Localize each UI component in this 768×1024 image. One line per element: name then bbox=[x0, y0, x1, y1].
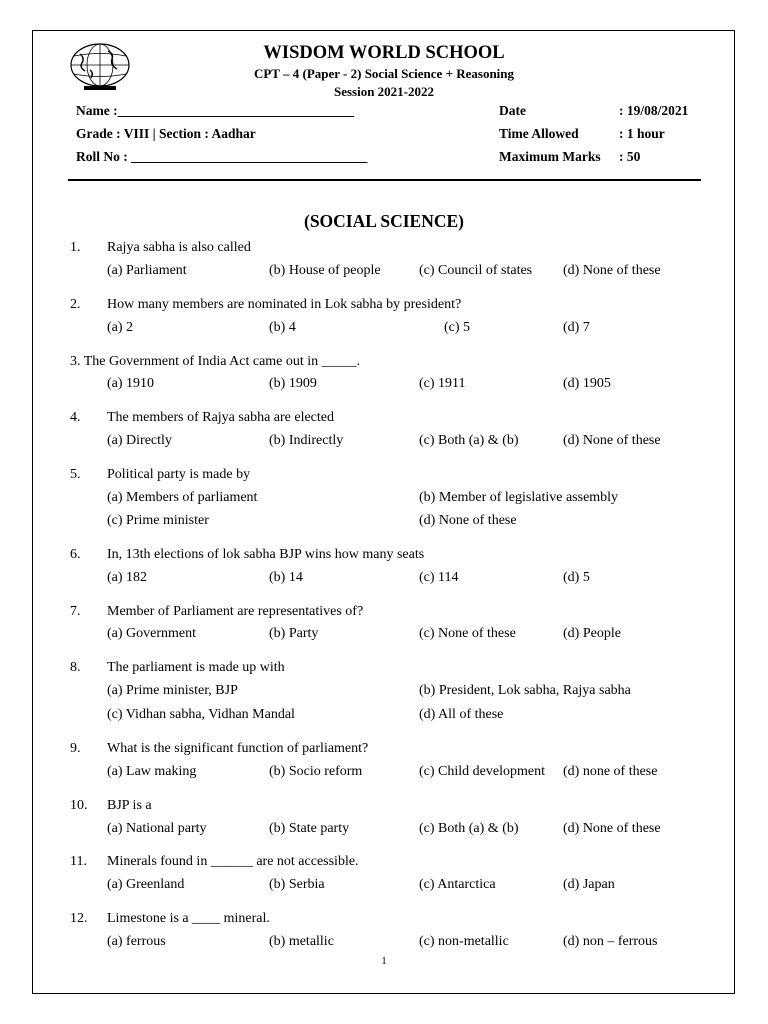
option-d: (d) 7 bbox=[563, 320, 590, 335]
question-number: 5. bbox=[70, 467, 81, 482]
option-d: (d) 1905 bbox=[563, 376, 611, 391]
option-a: (a) Prime minister, BJP bbox=[107, 683, 238, 698]
session: Session 2021-2022 bbox=[333, 84, 435, 99]
option-a: (a) 1910 bbox=[107, 376, 155, 391]
question-text: Minerals found in ______ are not accessible. bbox=[107, 854, 359, 869]
question-number: 1. bbox=[70, 240, 81, 255]
option-d: (d) None of these bbox=[563, 821, 661, 836]
option-c: (c) 114 bbox=[419, 570, 459, 585]
question-text: Rajya sabha is also called bbox=[107, 240, 251, 255]
exam-title: CPT – 4 (Paper - 2) Social Science + Reasoning bbox=[253, 66, 515, 81]
question-text: Member of Parliament are representatives of? bbox=[107, 604, 364, 619]
date-label: Date bbox=[499, 103, 526, 118]
marks-value: : 50 bbox=[619, 149, 641, 164]
question-number: 2. bbox=[70, 297, 81, 312]
option-d: (d) None of these bbox=[563, 433, 661, 448]
question-number: 11. bbox=[70, 854, 87, 869]
question-text: The parliament is made up with bbox=[107, 660, 285, 675]
option-d: (d) non – ferrous bbox=[563, 934, 658, 949]
option-d: (d) 5 bbox=[563, 570, 590, 585]
option-b: (b) Serbia bbox=[269, 877, 325, 892]
section-title: (SOCIAL SCIENCE) bbox=[304, 211, 464, 231]
page-border bbox=[32, 30, 735, 994]
question-text: Limestone is a ____ mineral. bbox=[107, 911, 270, 926]
option-c: (c) Prime minister bbox=[107, 513, 209, 528]
option-a: (a) ferrous bbox=[107, 934, 166, 949]
question-number: 9. bbox=[70, 741, 81, 756]
question-text: In, 13th elections of lok sabha BJP wins how many seats bbox=[107, 547, 425, 562]
option-a: (a) Members of parliament bbox=[107, 490, 258, 505]
option-c: (c) Both (a) & (b) bbox=[419, 433, 519, 448]
question-text: How many members are nominated in Lok sabha by president? bbox=[107, 297, 462, 312]
option-b: (b) State party bbox=[269, 821, 350, 836]
question-number: 6. bbox=[70, 547, 81, 562]
option-b: (b) Member of legislative assembly bbox=[419, 490, 619, 505]
option-a: (a) 182 bbox=[107, 570, 148, 585]
question-text: Political party is made by bbox=[107, 467, 251, 482]
option-c: (c) non-metallic bbox=[419, 934, 509, 949]
date-value: : 19/08/2021 bbox=[619, 103, 689, 118]
option-b: (b) Indirectly bbox=[269, 433, 344, 448]
option-a: (a) Greenland bbox=[107, 877, 185, 892]
question-text: BJP is a bbox=[107, 798, 152, 813]
option-c: (c) None of these bbox=[419, 626, 516, 641]
option-c: (c) Antarctica bbox=[419, 877, 496, 892]
option-c: (c) Child development bbox=[419, 764, 545, 779]
option-c: (c) Council of states bbox=[419, 263, 533, 278]
time-value: : 1 hour bbox=[619, 126, 665, 141]
option-c: (c) Both (a) & (b) bbox=[419, 821, 519, 836]
option-d: (d) Japan bbox=[563, 877, 615, 892]
option-d: (d) None of these bbox=[563, 263, 661, 278]
school-name: WISDOM WORLD SCHOOL bbox=[263, 43, 505, 63]
option-b: (b) 4 bbox=[269, 320, 296, 335]
question-number: 12. bbox=[70, 911, 88, 926]
question-number: 8. bbox=[70, 660, 81, 675]
option-b: (b) 14 bbox=[269, 570, 303, 585]
option-c: (c) 5 bbox=[444, 320, 471, 335]
roll-number-field: Roll No : ___________________________________ bbox=[76, 149, 368, 164]
option-a: (a) Parliament bbox=[107, 263, 187, 278]
option-a: (a) Directly bbox=[107, 433, 172, 448]
question-text: 3. The Government of India Act came out in _____. bbox=[70, 354, 361, 369]
question-number: 4. bbox=[70, 410, 81, 425]
option-b: (b) President, Lok sabha, Rajya sabha bbox=[419, 683, 631, 698]
option-b: (b) 1909 bbox=[269, 376, 317, 391]
grade-section: Grade : VIII | Section : Aadhar bbox=[76, 126, 256, 141]
option-d: (d) All of these bbox=[419, 707, 504, 722]
option-b: (b) Party bbox=[269, 626, 319, 641]
option-b: (b) Socio reform bbox=[269, 764, 363, 779]
marks-label: Maximum Marks bbox=[499, 149, 601, 164]
option-c: (c) Vidhan sabha, Vidhan Mandal bbox=[107, 707, 295, 722]
question-number: 7. bbox=[70, 604, 81, 619]
question-number: 10. bbox=[70, 798, 88, 813]
option-d: (d) None of these bbox=[419, 513, 517, 528]
option-a: (a) Government bbox=[107, 626, 197, 641]
option-a: (a) 2 bbox=[107, 320, 134, 335]
option-a: (a) National party bbox=[107, 821, 207, 836]
option-d: (d) People bbox=[563, 626, 621, 641]
question-text: The members of Rajya sabha are elected bbox=[107, 410, 335, 425]
option-b: (b) metallic bbox=[269, 934, 334, 949]
name-field: Name :___________________________________ bbox=[76, 103, 354, 118]
option-b: (b) House of people bbox=[269, 263, 381, 278]
header-divider bbox=[68, 179, 701, 181]
option-d: (d) none of these bbox=[563, 764, 658, 779]
option-a: (a) Law making bbox=[107, 764, 197, 779]
page-number: 1 bbox=[381, 955, 387, 967]
question-text: What is the significant function of parliament? bbox=[107, 741, 369, 756]
time-label: Time Allowed bbox=[499, 126, 579, 141]
option-c: (c) 1911 bbox=[419, 376, 466, 391]
